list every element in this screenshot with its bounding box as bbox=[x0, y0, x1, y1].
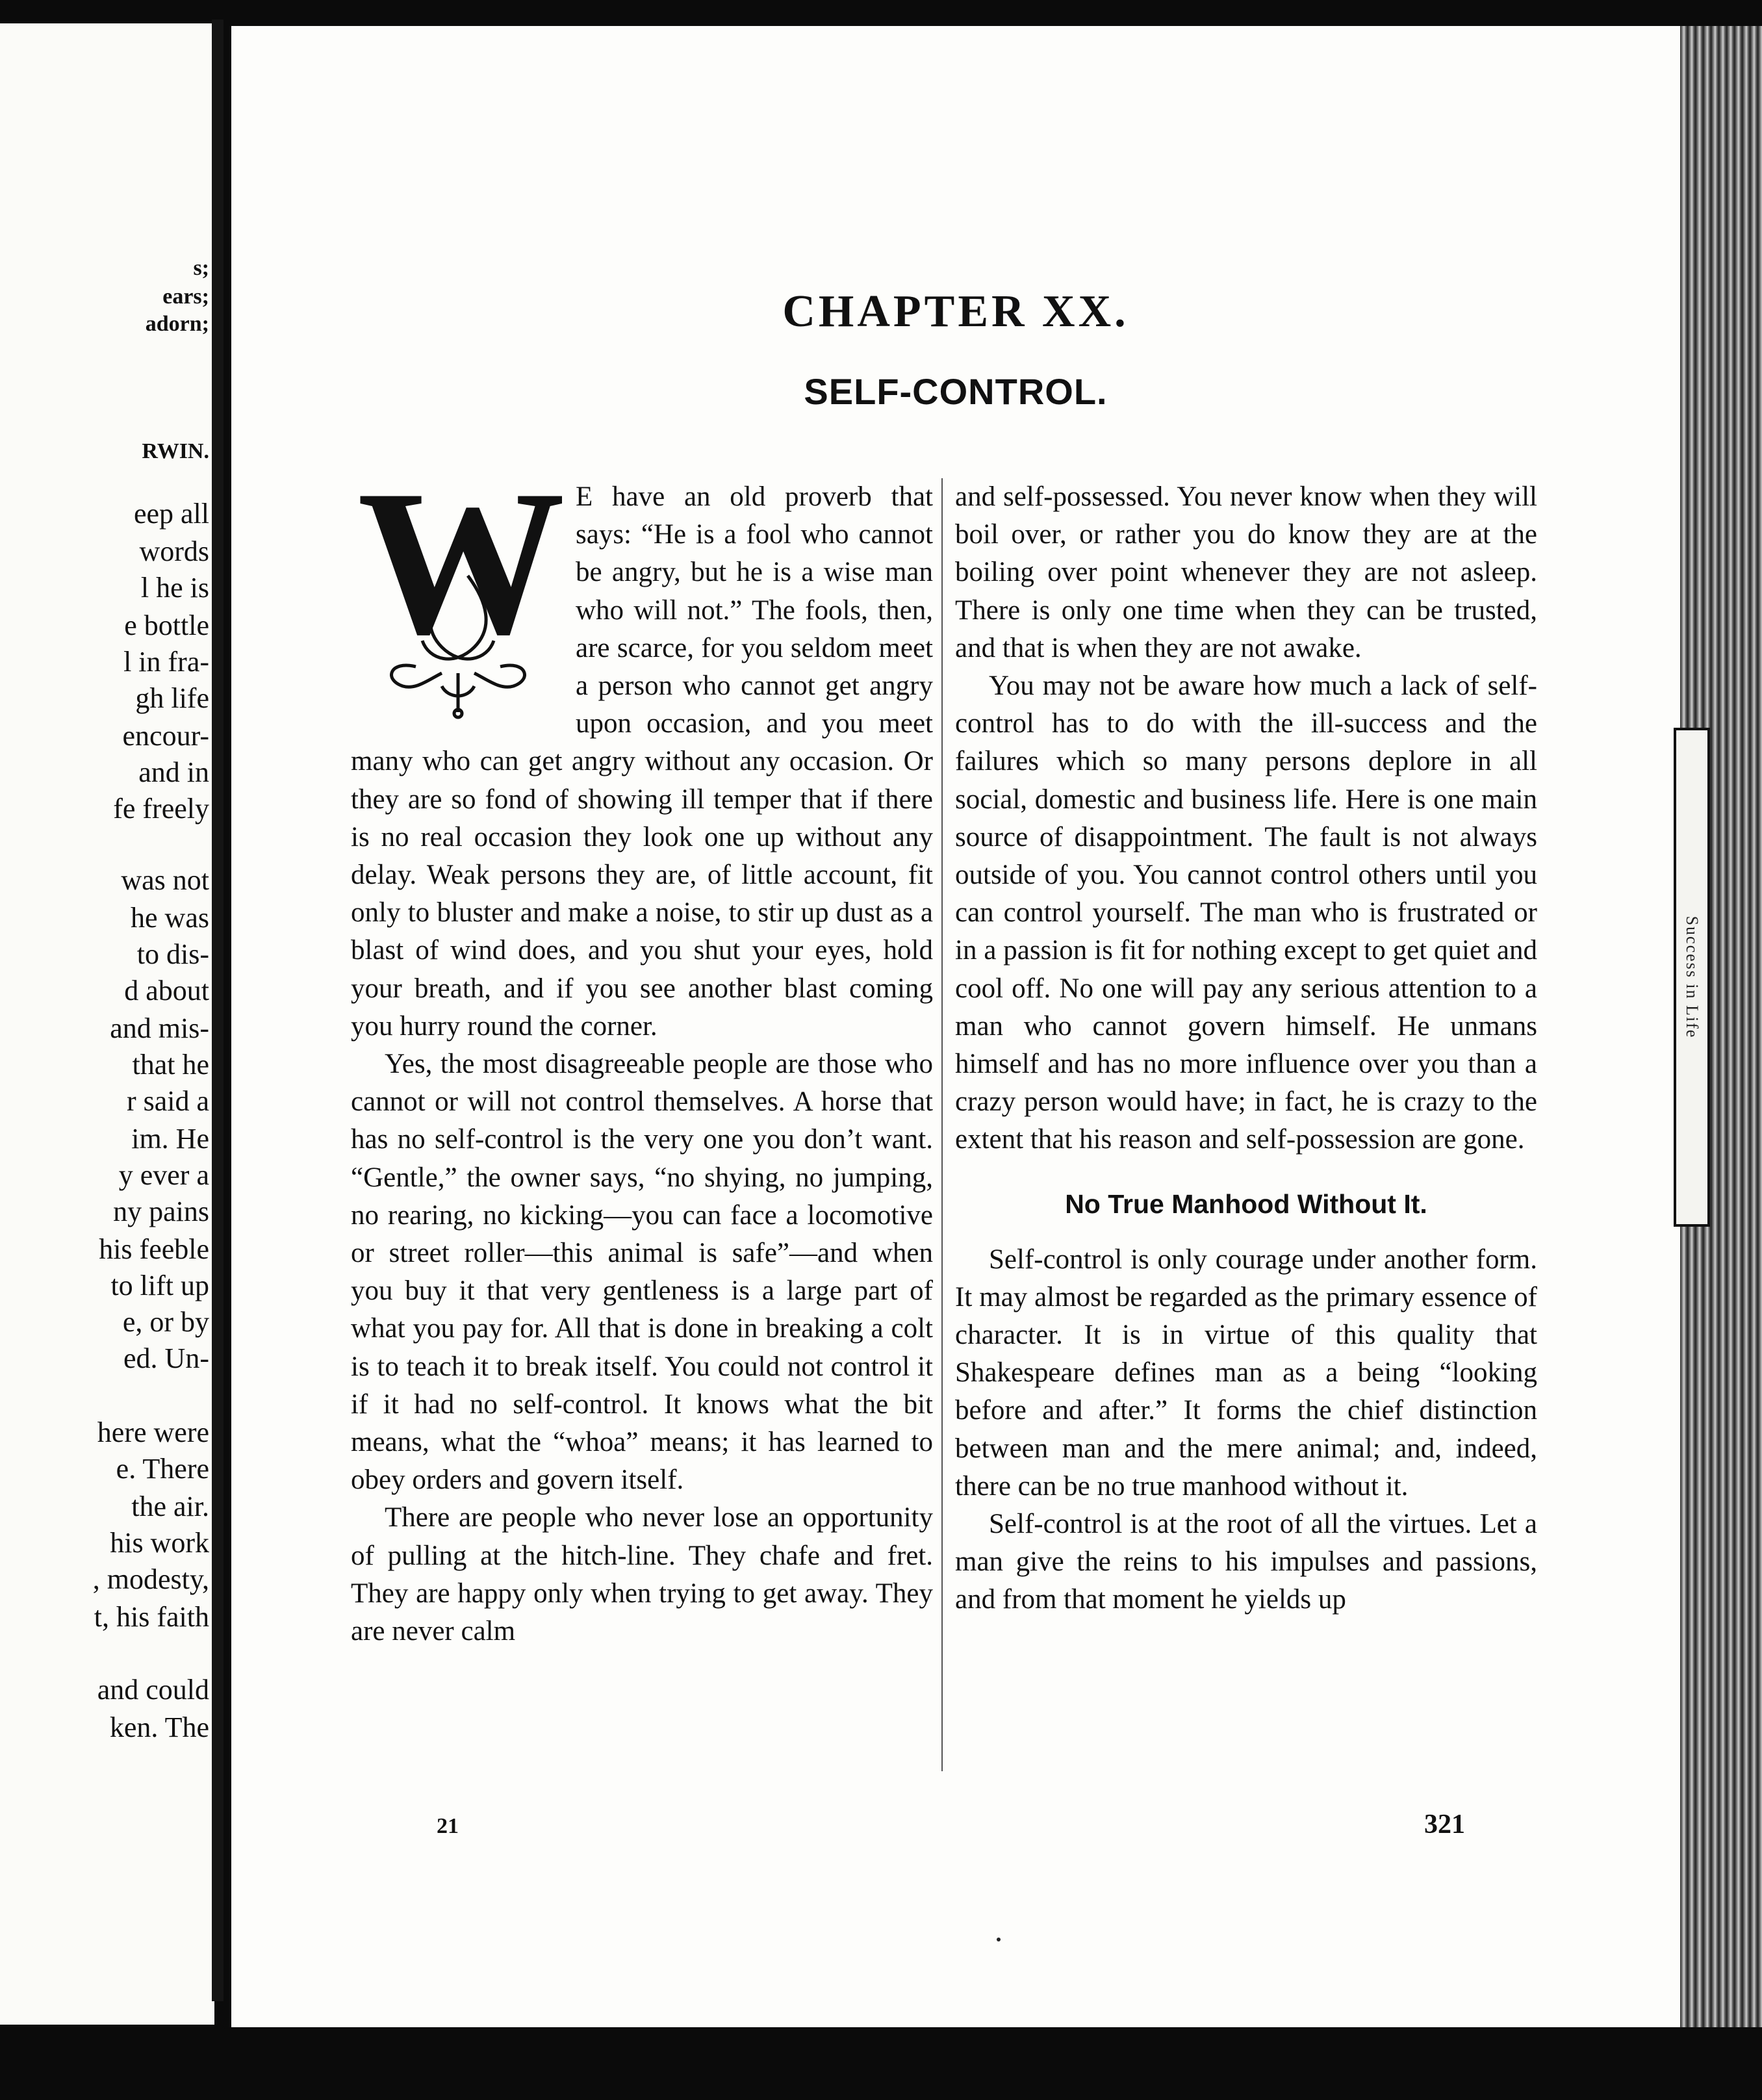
left-page-line: s; bbox=[193, 256, 209, 280]
drop-cap-letter: W bbox=[357, 448, 565, 678]
section-subheading: No True Manhood Without It. bbox=[1065, 1188, 1427, 1219]
left-page-line: d about bbox=[124, 975, 209, 1006]
left-page-line: l he is bbox=[140, 572, 209, 604]
ornamental-drop-cap bbox=[351, 448, 565, 720]
left-page-line: e bottle bbox=[124, 609, 209, 641]
left-page-line: he was bbox=[131, 902, 209, 934]
chapter-title: SELF-CONTROL. bbox=[804, 371, 1108, 412]
left-page-line: that he bbox=[132, 1049, 209, 1081]
left-page-line: ed. Un- bbox=[123, 1342, 209, 1374]
column-divider bbox=[941, 478, 943, 1771]
left-page-line: RWIN. bbox=[142, 439, 209, 463]
left-page-line: fe freely bbox=[113, 793, 209, 825]
left-text-column bbox=[351, 448, 933, 1650]
left-page-line: t, his faith bbox=[94, 1601, 209, 1633]
left-page-line: the air. bbox=[131, 1491, 209, 1522]
left-page-line: his work bbox=[110, 1527, 209, 1559]
left-page-line: was not bbox=[121, 864, 209, 896]
spine-label bbox=[1674, 728, 1710, 1227]
left-page-line: , modesty, bbox=[92, 1563, 209, 1595]
left-page-line: words bbox=[139, 535, 209, 567]
right-text-column bbox=[955, 478, 1537, 1619]
left-page-line: and mis- bbox=[110, 1012, 209, 1044]
left-page-line: e. There bbox=[116, 1453, 209, 1485]
chapter-heading: CHAPTER XX. bbox=[782, 287, 1129, 337]
left-page-line: im. He bbox=[131, 1123, 209, 1155]
paragraph: E have an old proverb that says: “He is a fool who cannot be angry, but he is a wise man who will not.” The fools, then, are scarce, for you seldom meet a person who cannot get angry upon occasion, and you meet many who can get angry without any occasion. Or they are so fond of showing ill temper that if there is no real occasion they look one up without any delay. Weak persons they are, of little account, fit only to bluster and make a noise, to stir up dust as a blast of wind does, and you shut your eyes, hold your breath, and if you see another blast coming you hurry round the corner. bbox=[351, 481, 933, 1042]
left-page-line: to dis- bbox=[136, 938, 209, 970]
paragraph: Yes, the most disagreeable people are those who cannot or will not control themselves. A horse that has no self-control is the very one you don’t want. “Gentle,” the owner says, “no shying, no jumping, no rearing, no kicking—you can face a locomotive or street roller—this animal is safe”—and when you buy it that very gentleness is a large part of what you pay for. All that is done in breaking a colt is to teach it to break itself. You could not control it if it had no self-control. It knows what the bit means, what the “whoa” means; it has learned to obey orders and govern itself. bbox=[351, 1049, 933, 1496]
paragraph: Self-control is at the root of all the virtues. Let a man give the reins to his impulses and passions, and from that moment he yields up bbox=[955, 1509, 1537, 1615]
left-page-line: e, or by bbox=[122, 1306, 209, 1338]
left-page-line: ears; bbox=[162, 285, 209, 309]
left-page-line: and could bbox=[97, 1674, 209, 1706]
left-page-line: y ever a bbox=[118, 1159, 209, 1191]
left-page-line: l in fra- bbox=[123, 646, 209, 678]
left-page-line: and in bbox=[138, 756, 209, 788]
left-page-line: his feeble bbox=[99, 1233, 209, 1265]
left-page-line: encour- bbox=[122, 720, 209, 752]
left-page-line: ny pains bbox=[113, 1196, 209, 1227]
book-gutter bbox=[212, 19, 223, 2001]
left-page-line: ken. The bbox=[109, 1711, 209, 1743]
speck bbox=[997, 1938, 1001, 1941]
left-page-line: r said a bbox=[126, 1085, 209, 1117]
left-page-line: eep all bbox=[133, 498, 209, 530]
left-page-line: here were bbox=[97, 1416, 209, 1448]
main-page bbox=[231, 26, 1680, 2027]
paragraph: Self-control is only courage under another form. It may almost be regarded as the primary essence of character. It is in virtue of this quality that Shakespeare defines man as a being “looking before and after.” It forms the chief distinction between man and the mere animal; and, indeed, there can be no true manhood without it. bbox=[955, 1244, 1537, 1502]
paragraph: There are people who never lose an opportunity of pulling at the hitch-line. They chafe and fret. They are happy only when trying to get away. They are never calm bbox=[351, 1502, 933, 1647]
spine-label-text: Success in Life bbox=[1683, 916, 1702, 1039]
page-number: 321 bbox=[1424, 1810, 1465, 1839]
left-page-line: adorn; bbox=[145, 312, 209, 336]
paragraph: You may not be aware how much a lack of self-control has to do with the ill-success and the failures which so many persons deplore in all social, domestic and business life. Here is one main source of disappointment. The fault is not always outside of you. You cannot control others until you can control yourself. The man who is frustrated or in a passion is fit for nothing except to get quiet and cool off. No one will pay any serious attention to a man who cannot govern himself. He unmans himself and has no more influence over you than a crazy person would have; in fact, he is crazy to the extent that his reason and self-possession are gone. bbox=[955, 671, 1537, 1155]
paragraph: and self-possessed. You never know when they will boil over, or rather you do know they are at the boiling over point whenever they are not asleep. There is only one time when they can be trusted, and that is when they are not awake. bbox=[955, 481, 1537, 663]
signature-mark: 21 bbox=[437, 1814, 459, 1838]
left-page-line: gh life bbox=[135, 682, 209, 714]
left-page-line: to lift up bbox=[110, 1270, 209, 1301]
left-facing-page bbox=[0, 23, 214, 2025]
